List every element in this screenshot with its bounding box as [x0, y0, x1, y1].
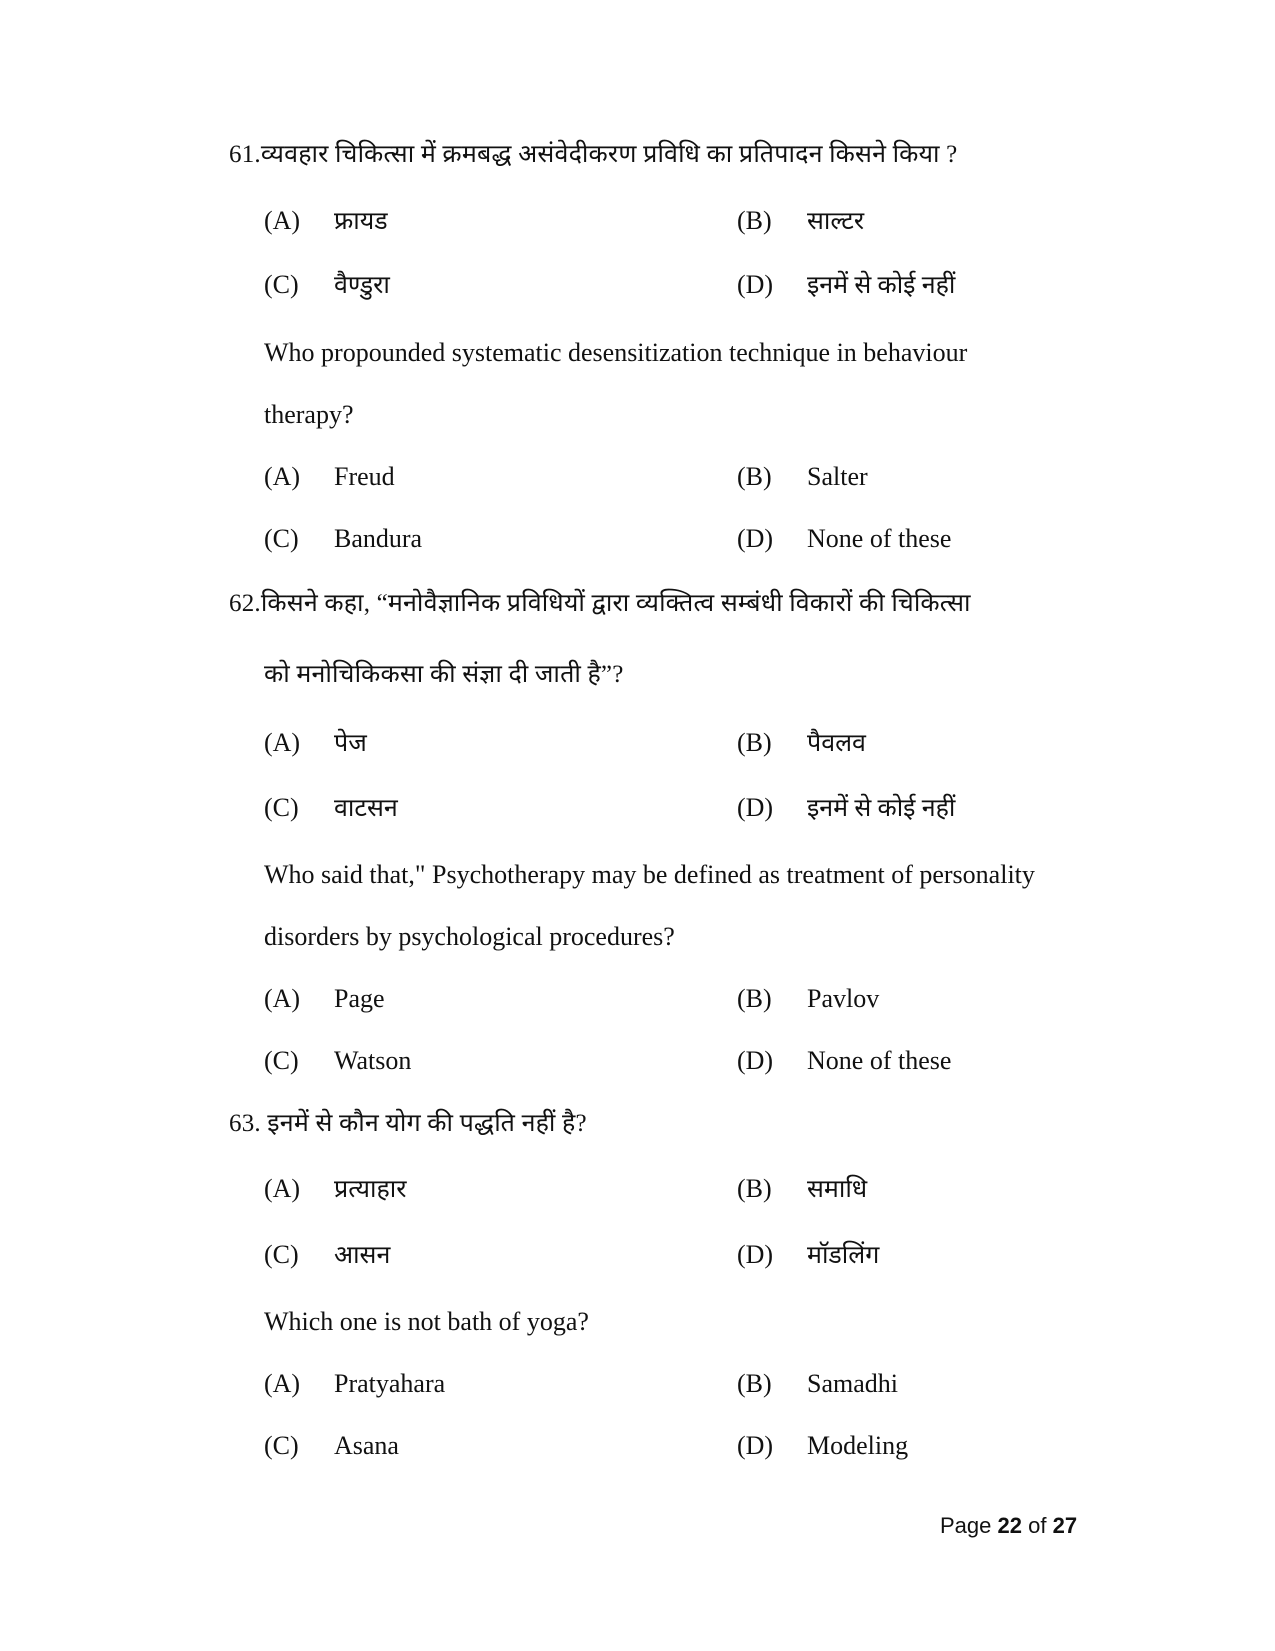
- q62-english-text-line-2: disorders by psychological procedures?: [264, 922, 675, 951]
- option-text: Freud: [334, 462, 395, 491]
- q61-hindi-option-c: [264, 268, 390, 303]
- option-label: (A): [264, 206, 301, 235]
- option-label: (D): [737, 793, 774, 822]
- option-label: (C): [264, 270, 299, 299]
- q61-hindi-text: 61.व्यवहार चिकित्सा में क्रमबद्ध असंवेदीकरण प्रविधि का प्रतिपादन किसने किया ?: [229, 141, 958, 168]
- option-label: (B): [737, 206, 772, 235]
- q62-hindi-text-line-1: 62.किसने कहा, “मनोवैज्ञानिक प्रविधियों द्वारा व्यक्तित्व सम्बंधी विकारों की चिकित्सा: [229, 590, 971, 617]
- option-label: (C): [264, 524, 299, 553]
- option-label: (C): [264, 1046, 299, 1075]
- option-label: (A): [264, 728, 301, 757]
- option-label: (A): [264, 462, 301, 491]
- q61-english-text-line-2: therapy?: [264, 400, 354, 429]
- option-text: Asana: [334, 1431, 399, 1460]
- option-label: (B): [737, 1369, 772, 1398]
- option-label: (D): [737, 1046, 774, 1075]
- page-current: 22: [997, 1513, 1022, 1538]
- option-label: (A): [264, 1174, 301, 1203]
- q63-english-option-c: [264, 1429, 399, 1463]
- q63-english-option-a: [264, 1367, 445, 1401]
- option-text: साल्टर: [807, 208, 865, 235]
- q61-english-option-c: [264, 522, 422, 556]
- option-label: (C): [264, 793, 299, 822]
- q63-hindi-text: 63. इनमें से कौन योग की पद्धति नहीं है?: [229, 1110, 587, 1137]
- q62-hindi-option-c: [264, 791, 398, 826]
- option-label: (A): [264, 984, 301, 1013]
- q62-hindi-option-a: [264, 726, 367, 761]
- q62-hindi-option-b: [737, 726, 866, 761]
- page-number: [940, 1511, 1077, 1541]
- option-text: इनमें से कोई नहीं: [807, 272, 956, 299]
- q61-english-option-d: [737, 522, 951, 556]
- q63-hindi-option-a: [264, 1172, 406, 1207]
- option-label: (D): [737, 270, 774, 299]
- option-text: प्रत्याहार: [334, 1176, 407, 1203]
- option-label: (B): [737, 1174, 772, 1203]
- option-text: None of these: [807, 524, 952, 553]
- q62-hindi-text-line-2: को मनोचिकिकसा की संज्ञा दी जाती है”?: [264, 661, 624, 688]
- option-text: समाधि: [807, 1176, 868, 1203]
- option-text: None of these: [807, 1046, 952, 1075]
- option-text: Pratyahara: [334, 1369, 446, 1398]
- q62-english-option-a: [264, 982, 385, 1016]
- q63-english-option-d: [737, 1429, 908, 1463]
- q61-english-option-b: [737, 460, 868, 494]
- option-text: पेज: [334, 730, 367, 757]
- option-label: (A): [264, 1369, 301, 1398]
- option-label: (B): [737, 462, 772, 491]
- q63-hindi-option-c: [264, 1238, 390, 1273]
- page-prefix: Page: [940, 1513, 992, 1538]
- option-text: Pavlov: [807, 984, 880, 1013]
- option-text: वाटसन: [334, 795, 398, 822]
- q62-hindi-option-d: [737, 791, 955, 826]
- q63-english-text: Which one is not bath of yoga?: [264, 1307, 589, 1336]
- q61-english-option-a: [264, 460, 395, 494]
- option-text: Modeling: [807, 1431, 909, 1460]
- option-text: इनमें से कोई नहीं: [807, 795, 956, 822]
- q61-hindi-option-d: [737, 268, 955, 303]
- option-text: फ्रायड: [334, 208, 388, 235]
- option-text: वैण्डुरा: [334, 272, 390, 299]
- option-label: (B): [737, 728, 772, 757]
- q62-english-text-line-1: Who said that," Psychotherapy may be defined as treatment of personality: [264, 860, 1035, 889]
- q61-hindi-option-a: [264, 204, 388, 239]
- page-of: of: [1028, 1513, 1047, 1538]
- q62-english-option-b: [737, 982, 879, 1016]
- option-text: Samadhi: [807, 1369, 898, 1398]
- option-text: पैवलव: [807, 730, 866, 757]
- option-label: (D): [737, 1240, 774, 1269]
- option-text: Bandura: [334, 524, 423, 553]
- page-total: 27: [1052, 1513, 1078, 1538]
- q62-english-option-d: [737, 1044, 951, 1078]
- option-label: (D): [737, 1431, 774, 1460]
- q63-hindi-option-b: [737, 1172, 867, 1207]
- option-text: Salter: [807, 462, 868, 491]
- q63-english-option-b: [737, 1367, 898, 1401]
- option-text: मॉडलिंग: [807, 1242, 880, 1269]
- option-text: Page: [334, 984, 385, 1013]
- option-label: (C): [264, 1240, 299, 1269]
- option-text: आसन: [334, 1242, 391, 1269]
- q61-english-text-line-1: Who propounded systematic desensitization technique in behaviour: [264, 338, 968, 367]
- option-label: (B): [737, 984, 772, 1013]
- q61-hindi-option-b: [737, 204, 864, 239]
- option-label: (C): [264, 1431, 299, 1460]
- option-label: (D): [737, 524, 774, 553]
- q63-hindi-option-d: [737, 1238, 879, 1273]
- q62-english-option-c: [264, 1044, 411, 1078]
- option-text: Watson: [334, 1046, 412, 1075]
